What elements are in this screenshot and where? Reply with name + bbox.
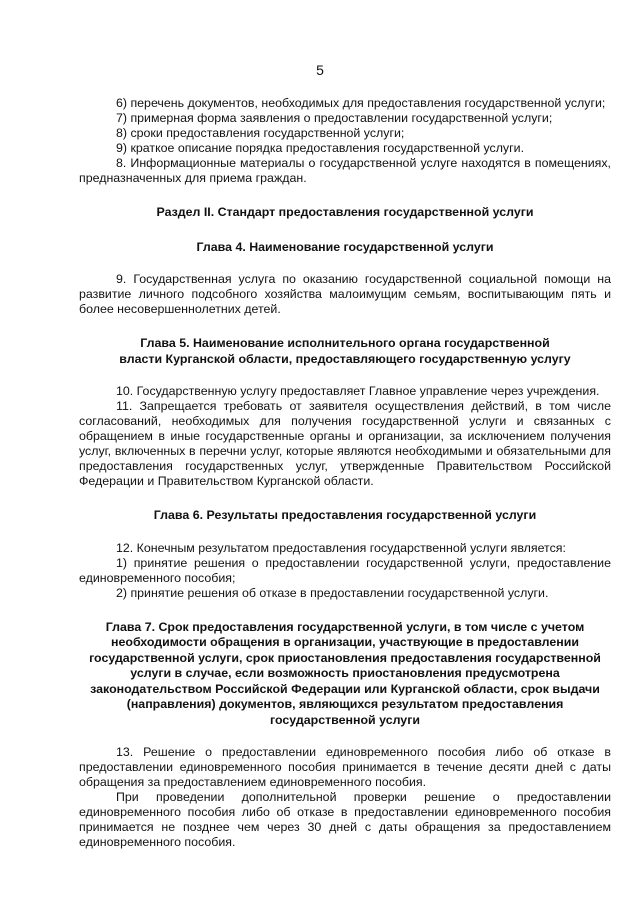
- page-number: 5: [316, 62, 324, 78]
- list-item-8: 8) сроки предоставления государственной услуги;: [116, 126, 405, 140]
- paragraph-13-continued: При проведении дополнительной проверки решение о предоставлении единовременного пособия либо об отказе в предоставлении единовременного пособия принимается не позднее чем через 30 дней с даты обращения за предоставлением единовременного пособия.: [79, 790, 611, 849]
- paragraph-8: 8. Информационные материалы о государственной услуге находятся в помещениях, предназначенных для приема граждан.: [79, 156, 611, 185]
- result-item-1: 1) принятие решения о предоставлении государственной услуги, предоставление единовременного пособия;: [79, 555, 611, 585]
- section-2-heading: Раздел II. Стандарт предоставления государственной услуги: [156, 205, 534, 219]
- chapter-5-heading-line-2: власти Курганской области, предоставляющего государственную услугу: [119, 351, 571, 366]
- paragraph-11: 11. Запрещается требовать от заявителя осуществления действий, в том числе согласований, необходимых для получения государственной услуги и связанных с обращением в иные государственные органы и организации, за исключением получения услуг, включенных в перечни услуг, которые являются необходимыми и обязательными для предоставления государственных услуг, утвержденные Правительством Российской Федерации и Правительством Курганской области.: [79, 399, 611, 488]
- list-item-7: 7) примерная форма заявления о предоставлении государственной услуги;: [116, 111, 553, 125]
- list-item-6: 6) перечень документов, необходимых для предоставления государственной услуги;: [116, 96, 606, 110]
- chapter-5-heading: [79, 336, 611, 367]
- result-item-2: 2) принятие решения об отказе в предоставлении государственной услуги.: [116, 585, 549, 600]
- page-content: [79, 96, 611, 850]
- chapter-7-heading: Глава 7. Срок предоставления государственной услуги, в том числе с учетом необходимости обращения в организации, участвующие в предоставлении государственной услуги, срок приостановления предоставления государственной услуги в случае, если возможность приостановления предусмотрена законодательством Российской Федерации или Курганской области, срок выдачи (направления) документов, являющихся результатом предоставления государственной услуги: [89, 619, 601, 727]
- chapter-6-heading: Глава 6. Результаты предоставления государственной услуги: [153, 508, 537, 522]
- paragraph-12: 12. Конечным результатом предоставления государственной услуги является:: [116, 540, 566, 555]
- paragraph-9: 9. Государственная услуга по оказанию государственной социальной помощи на развитие личного подсобного хозяйства малоимущим семьям, воспитывающим пять и более несовершеннолетних детей.: [79, 272, 611, 316]
- list-item-9: 9) краткое описание порядка предоставления государственной услуги.: [116, 141, 525, 155]
- chapter-5-heading-line-1: Глава 5. Наименование исполнительного органа государственной: [140, 336, 550, 350]
- paragraph-13: 13. Решение о предоставлении единовременного пособия либо об отказе в предоставлении единовременного пособия принимается в течение десяти дней с даты обращения за предоставлением единовременного пособия.: [79, 745, 611, 789]
- chapter-4-heading: Глава 4. Наименование государственной услуги: [196, 239, 494, 254]
- paragraph-10: 10. Государственную услугу предоставляет Главное управление через учреждения.: [116, 384, 600, 398]
